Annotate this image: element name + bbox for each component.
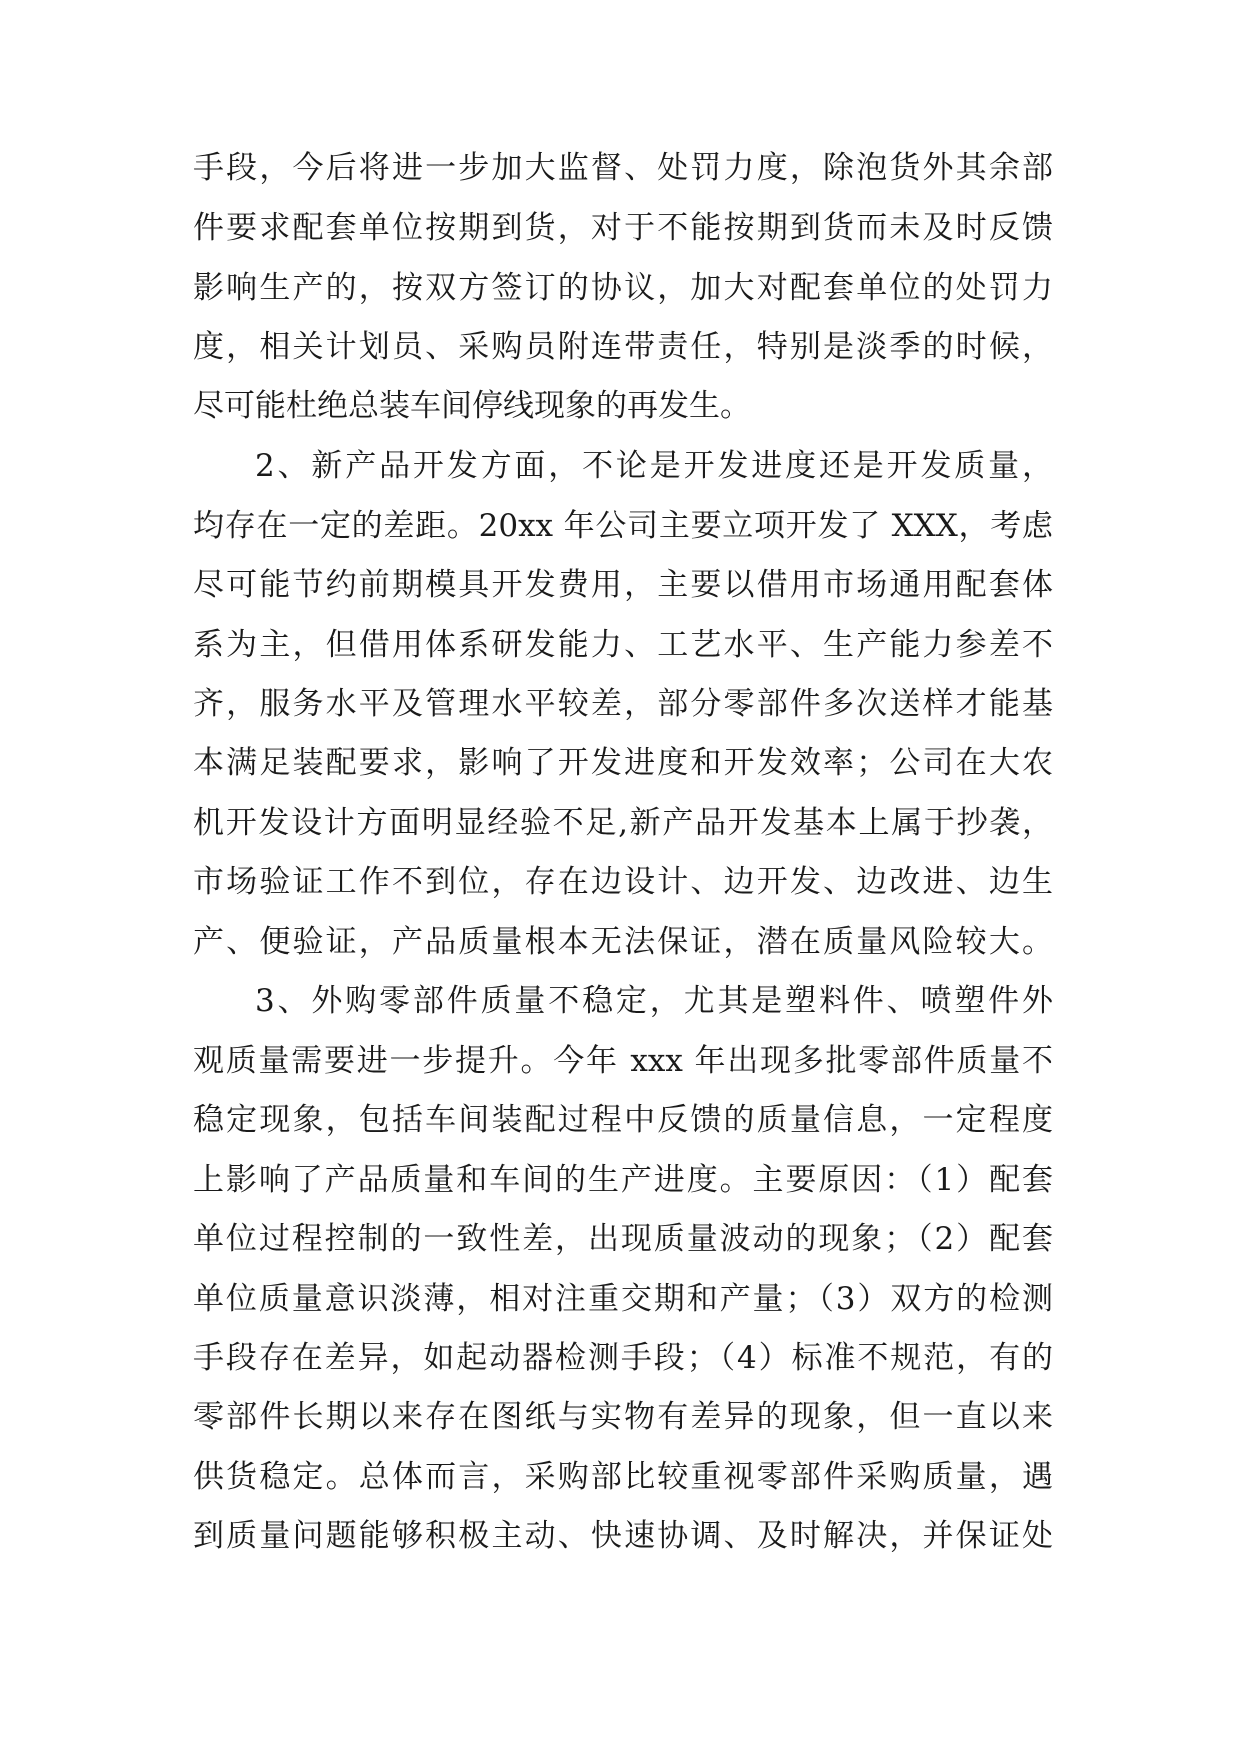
text-line: 上影响了产品质量和车间的生产进度。主要原因：（1）配套 <box>193 1162 1053 1198</box>
text-line: 供货稳定。总体而言，采购部比较重视零部件采购质量，遇 <box>193 1459 1053 1495</box>
text-line: 市场验证工作不到位，存在边设计、边开发、边改进、边生 <box>193 864 1053 900</box>
text-line: 零部件长期以来存在图纸与实物有差异的现象，但一直以来 <box>193 1399 1053 1435</box>
text-line: 件要求配套单位按期到货，对于不能按期到货而未及时反馈 <box>193 210 1053 246</box>
text-line: 尽可能杜绝总装车间停线现象的再发生。 <box>193 388 751 424</box>
text-line: 观质量需要进一步提升。今年 xxx 年出现多批零部件质量不 <box>193 1043 1053 1079</box>
text-line: 稳定现象，包括车间装配过程中反馈的质量信息，一定程度 <box>193 1102 1053 1138</box>
text-line: 到质量问题能够积极主动、快速协调、及时解决，并保证处 <box>193 1518 1053 1554</box>
text-line: 单位过程控制的一致性差，出现质量波动的现象；（2）配套 <box>193 1221 1053 1257</box>
text-line: 度，相关计划员、采购员附连带责任，特别是淡季的时候， <box>193 329 1053 365</box>
text-line: 本满足装配要求，影响了开发进度和开发效率；公司在大农 <box>193 745 1053 781</box>
text-line: 3、外购零部件质量不稳定，尤其是塑料件、喷塑件外 <box>255 983 1053 1019</box>
text-line: 2、新产品开发方面，不论是开发进度还是开发质量， <box>255 448 1053 484</box>
text-line: 均存在一定的差距。20xx 年公司主要立项开发了 XXX，考虑 <box>193 508 1053 544</box>
text-line: 影响生产的，按双方签订的协议，加大对配套单位的处罚力 <box>193 270 1053 306</box>
text-line: 齐，服务水平及管理水平较差，部分零部件多次送样才能基 <box>193 686 1053 722</box>
text-line: 单位质量意识淡薄，相对注重交期和产量；（3）双方的检测 <box>193 1281 1053 1317</box>
text-line: 手段存在差异，如起动器检测手段；（4）标准不规范，有的 <box>193 1340 1053 1376</box>
text-line: 机开发设计方面明显经验不足,新产品开发基本上属于抄袭， <box>193 805 1053 841</box>
text-line: 产、便验证，产品质量根本无法保证，潜在质量风险较大。 <box>193 924 1053 960</box>
text-line: 尽可能节约前期模具开发费用，主要以借用市场通用配套体 <box>193 567 1053 603</box>
text-line: 手段，今后将进一步加大监督、处罚力度，除泡货外其余部 <box>193 150 1053 186</box>
text-line: 系为主，但借用体系研发能力、工艺水平、生产能力参差不 <box>193 627 1053 663</box>
